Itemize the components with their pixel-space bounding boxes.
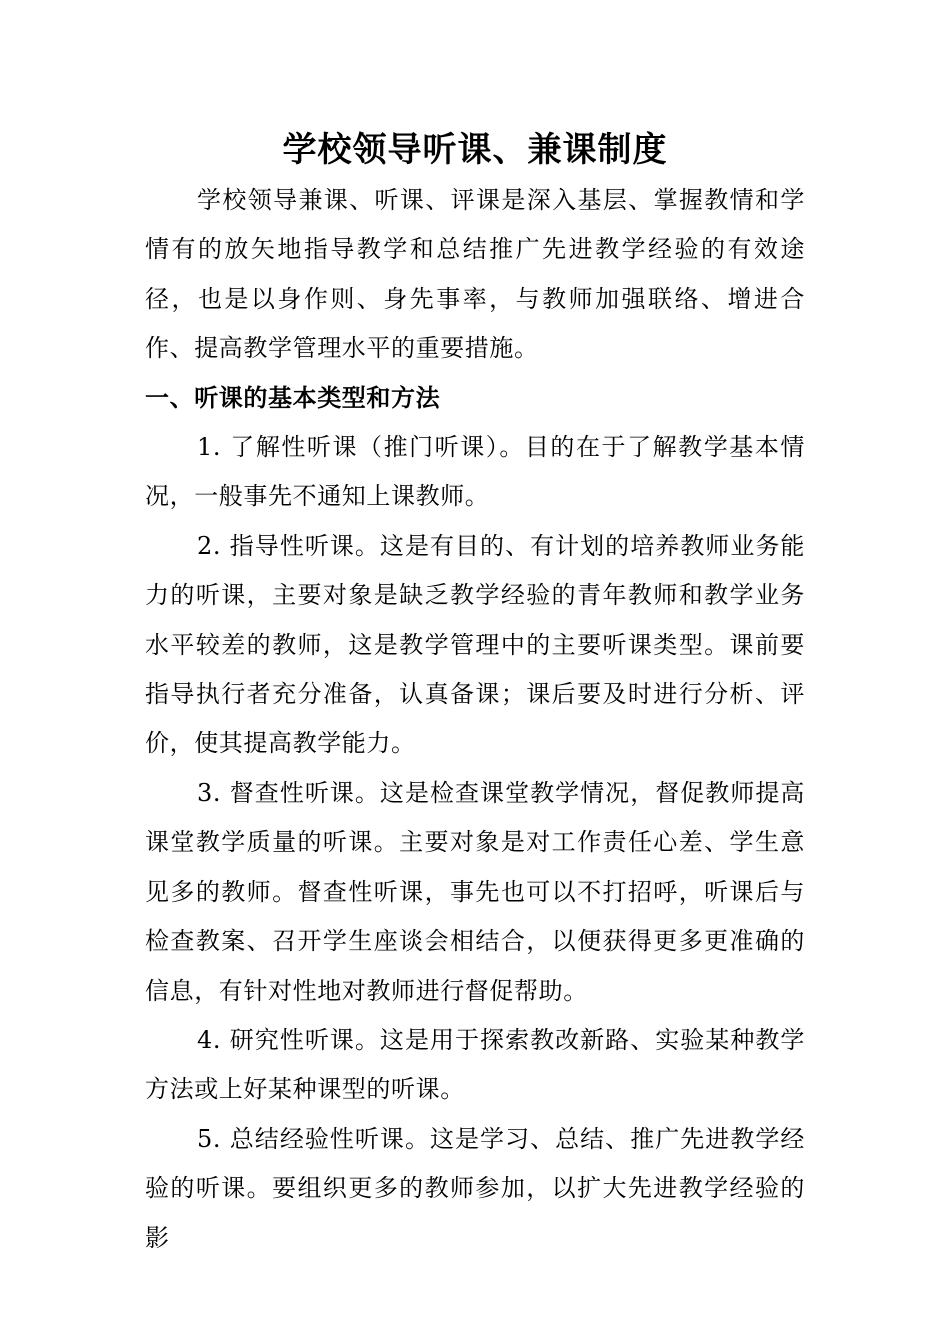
intro-paragraph: 学校领导兼课、听课、评课是深入基层、掌握教情和学情有的放矢地指导教学和总结推广先进教学经验的有效途径，也是以身作则、身先事率，与教师加强联络、增进合作、提高教学管理水平的重要措施。 [145, 186, 805, 363]
list-item: 4. 研究性听课。这是用于探索教改新路、实验某种教学方法或上好某种课型的听课。 [145, 1025, 805, 1104]
document-title: 学校领导听课、兼课制度 [282, 130, 668, 170]
list-item: 1. 了解性听课（推门听课）。目的在于了解教学基本情况，一般事先不通知上课教师。 [145, 433, 805, 511]
list-item: 5. 总结经验性听课。这是学习、总结、推广先进教学经验的听课。要组织更多的教师参加，以扩大先进教学经验的影 [145, 1124, 805, 1252]
list-item: 3. 督查性听课。这是检查课堂教学情况，督促教师提高课堂教学质量的听课。主要对象是对工作责任心差、学生意见多的教师。督查性听课，事先也可以不打招呼，听课后与检查教案、召开学生座谈会相结合，以便获得更多更准确的信息，有针对性地对教师进行督促帮助。 [145, 778, 805, 1005]
section-heading: 一、听课的基本类型和方法 [145, 383, 441, 412]
document-body [145, 176, 805, 1263]
list-item: 2. 指导性听课。这是有目的、有计划的培养教师业务能力的听课，主要对象是缺乏教学经验的青年教师和教学业务水平较差的教师，这是教学管理中的主要听课类型。课前要指导执行者充分准备，认真备课；课后要及时进行分析、评价，使其提高教学能力。 [145, 531, 805, 758]
